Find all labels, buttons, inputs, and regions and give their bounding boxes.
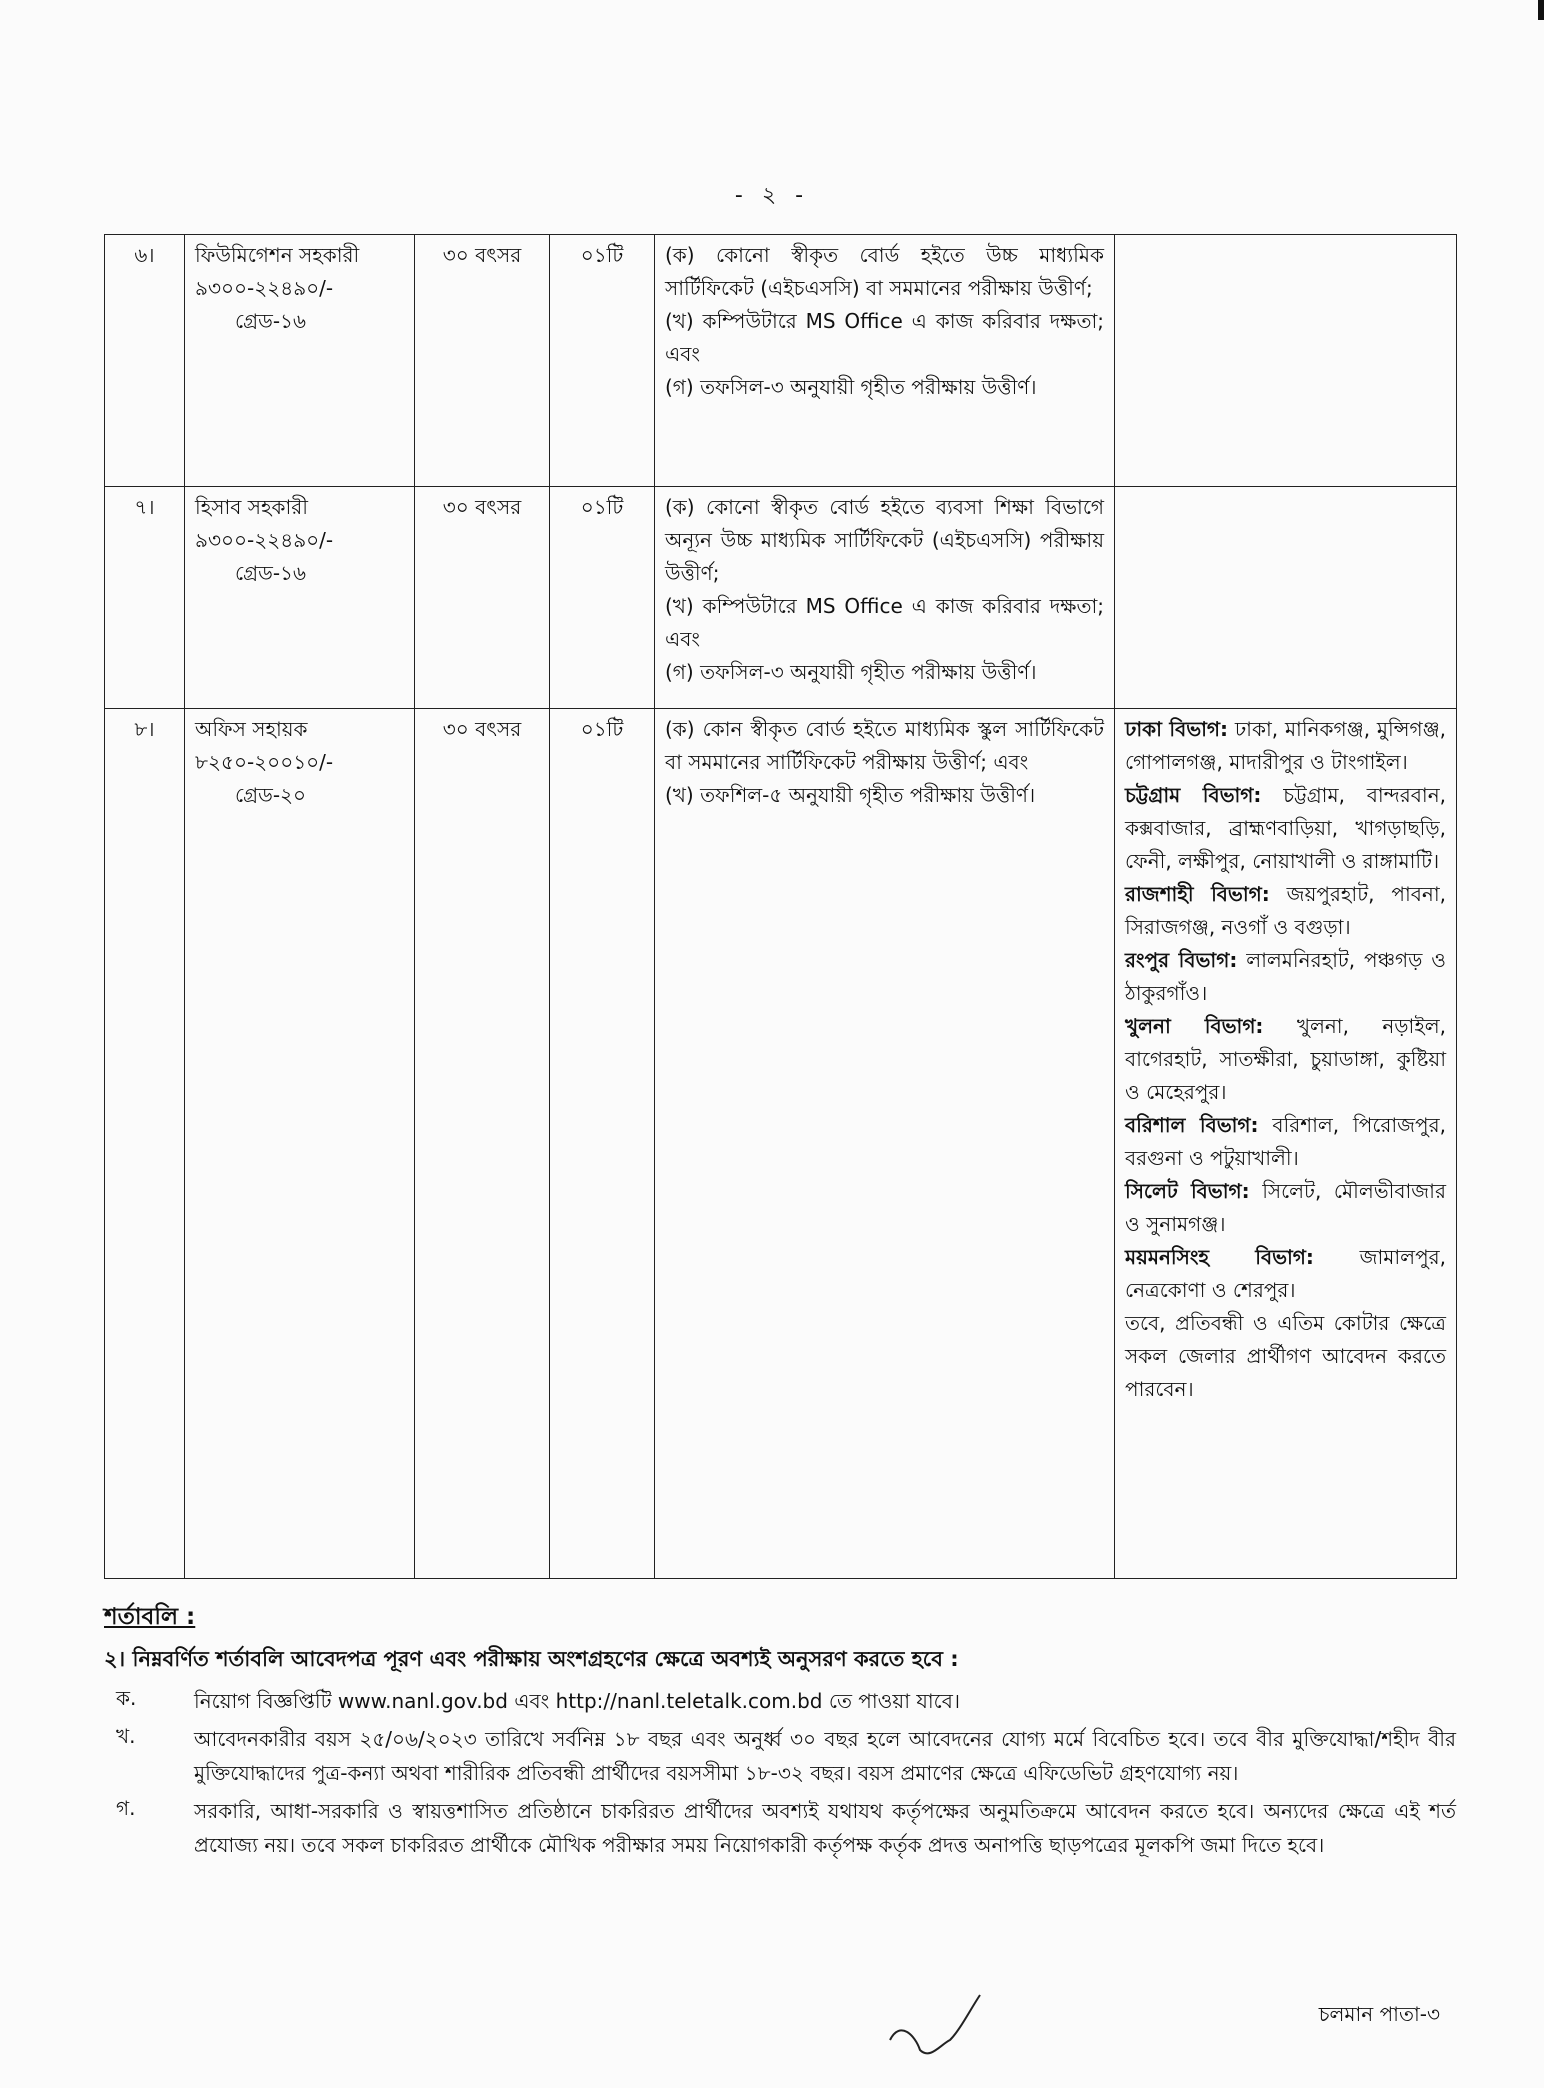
count-cell: ০১টি <box>550 709 655 1579</box>
grade: গ্রেড-২০ <box>235 783 307 807</box>
condition-text: নিয়োগ বিজ্ঞপ্তিটি www.nanl.gov.bd এবং http://nanl.teletalk.com.bd তে পাওয়া যাবে। <box>194 1689 960 1713</box>
district-list: লালমনিরহাট, পঞ্চগড় ও ঠাকুরগাঁও। <box>1125 948 1447 1005</box>
condition-text: সরকারি, আধা-সরকারি ও স্বায়ত্তশাসিত প্রতিষ্ঠানে চাকরিরত প্রার্থীদের অবশ্যই যথাযথ কর্তৃপক্ষের অনুমতিক্রমে আবেদন করতে হবে। অন্যদের ক্ষেত্রে এই শর্ত প্রযোজ্য নয়। তবে সকল চাকরিরত প্রার্থীকে মৌখিক পরীক্ষার সময় নিয়োগকারী কর্তৃপক্ষ কর্তৃক প্রদত্ত অনাপত্তি ছাড়পত্রের মূলকপি জমা দিতে হবে। <box>194 1799 1456 1857</box>
requirement-item: (ক) কোনো স্বীকৃত বোর্ড হইতে ব্যবসা শিক্ষা বিভাগে অন্যূন উচ্চ মাধ্যমিক সার্টিফিকেট (এইচএসসি) পরীক্ষায় উত্তীর্ণ; <box>665 495 1104 585</box>
district-list: সিলেট, মৌলভীবাজার ও সুনামগঞ্জ। <box>1125 1179 1446 1236</box>
condition-mark: গ. <box>116 1796 136 1820</box>
district-list: বরিশাল, পিরোজপুর, বরগুনা ও পটুয়াখালী। <box>1125 1113 1446 1170</box>
conditions-section <box>104 1598 1456 1866</box>
requirements-cell <box>655 235 1115 487</box>
requirements-cell <box>655 709 1115 1579</box>
pay-scale: ৯৩০০-২২৪৯০/- <box>195 276 334 300</box>
post-name: ফিউমিগেশন সহকারী <box>195 243 360 267</box>
condition-text: আবেদনকারীর বয়স ২৫/০৬/২০২৩ তারিখে সর্বনিম্ন ১৮ বছর এবং অনুর্ধ্ব ৩০ বছর হলে আবেদনের যোগ্য মর্মে বিবেচিত হবে। তবে বীর মুক্তিযোদ্ধা/শহীদ বীর মুক্তিযোদ্ধাদের পুত্র-কন্যা অথবা শারীরিক প্রতিবন্ধী প্রার্থীদের বয়সসীমা ১৮-৩২ বছর। বয়স প্রমাণের ক্ষেত্রে এফিডেভিট গ্রহণযোগ্য নয়। <box>194 1727 1456 1785</box>
pay-scale: ৮২৫০-২০০১০/- <box>195 750 334 774</box>
serial-cell: ৮। <box>105 709 185 1579</box>
district-list: জামালপুর, নেত্রকোণা ও শেরপুর। <box>1125 1245 1446 1302</box>
division-entry <box>1125 713 1446 779</box>
district-cell-empty <box>1115 235 1457 487</box>
quota-note: তবে, প্রতিবন্ধী ও এতিম কোটার ক্ষেত্রে সকল জেলার প্রার্থীগণ আবেদন করতে পারবেন। <box>1125 1311 1446 1401</box>
requirement-item: (ক) কোন স্বীকৃত বোর্ড হইতে মাধ্যমিক স্কুল সার্টিফিকেট বা সমমানের সার্টিফিকেট পরীক্ষায় উত্তীর্ণ; এবং <box>665 717 1104 774</box>
requirement-item: (খ) কম্পিউটারে MS Office এ কাজ করিবার দক্ষতা; এবং <box>665 594 1104 651</box>
serial-cell: ৬। <box>105 235 185 487</box>
division-entry <box>1125 944 1446 1010</box>
division-name: ঢাকা বিভাগ: <box>1125 717 1229 741</box>
scan-edge-mark <box>1538 0 1544 20</box>
post-cell <box>185 709 415 1579</box>
division-name: চট্টগ্রাম বিভাগ: <box>1125 783 1262 807</box>
table-row <box>105 709 1457 1579</box>
condition-mark: খ. <box>116 1724 136 1748</box>
condition-mark: ক. <box>116 1686 137 1710</box>
posts-table <box>104 234 1457 1579</box>
requirement-item: (গ) তফসিল-৩ অনুযায়ী গৃহীত পরীক্ষায় উত্তীর্ণ। <box>665 375 1037 399</box>
grade: গ্রেড-১৬ <box>235 561 307 585</box>
division-entry <box>1125 1175 1446 1241</box>
division-name: খুলনা বিভাগ: <box>1125 1014 1264 1038</box>
serial-cell: ৭। <box>105 487 185 709</box>
division-entry <box>1125 878 1446 944</box>
requirement-item: (খ) তফশিল-৫ অনুযায়ী গৃহীত পরীক্ষায় উত্তীর্ণ। <box>665 783 1036 807</box>
count-cell: ০১টি <box>550 487 655 709</box>
division-name: ময়মনসিংহ বিভাগ: <box>1125 1245 1314 1269</box>
post-name: অফিস সহায়ক <box>195 717 308 741</box>
count-cell: ০১টি <box>550 235 655 487</box>
age-cell: ৩০ বৎসর <box>415 235 550 487</box>
condition-item <box>104 1684 1456 1718</box>
table-row <box>105 235 1457 487</box>
condition-item <box>104 1722 1456 1790</box>
division-name: বরিশাল বিভাগ: <box>1125 1113 1259 1137</box>
requirement-item: (খ) কম্পিউটারে MS Office এ কাজ করিবার দক্ষতা; এবং <box>665 309 1104 366</box>
table-row <box>105 487 1457 709</box>
post-name: হিসাব সহকারী <box>195 495 308 519</box>
age-cell: ৩০ বৎসর <box>415 487 550 709</box>
signature-mark <box>880 1990 990 2070</box>
post-cell <box>185 487 415 709</box>
pay-scale: ৯৩০০-২২৪৯০/- <box>195 528 334 552</box>
division-name: রংপুর বিভাগ: <box>1125 948 1238 972</box>
district-list: ঢাকা, মানিকগঞ্জ, মুন্সিগঞ্জ, গোপালগঞ্জ, মাদারীপুর ও টাংগাইল। <box>1125 717 1447 774</box>
requirement-item: (গ) তফসিল-৩ অনুযায়ী গৃহীত পরীক্ষায় উত্তীর্ণ। <box>665 660 1037 684</box>
division-entry <box>1125 1109 1446 1175</box>
requirements-cell <box>655 487 1115 709</box>
grade: গ্রেড-১৬ <box>235 309 307 333</box>
division-entry <box>1125 779 1446 878</box>
requirement-item: (ক) কোনো স্বীকৃত বোর্ড হইতে উচ্চ মাধ্যমিক সার্টিফিকেট (এইচএসসি) বা সমমানের পরীক্ষায় উত্তীর্ণ; <box>665 243 1104 300</box>
district-list: চট্টগ্রাম, বান্দরবান, কক্সবাজার, ব্রাহ্মণবাড়িয়া, খাগড়াছড়ি, ফেনী, লক্ষীপুর, নোয়াখালী ও রাঙ্গামাটি। <box>1125 783 1446 873</box>
division-name: সিলেট বিভাগ: <box>1125 1179 1250 1203</box>
age-cell: ৩০ বৎসর <box>415 709 550 1579</box>
district-cell <box>1115 709 1457 1579</box>
division-name: রাজশাহী বিভাগ: <box>1125 882 1270 906</box>
division-entry <box>1125 1010 1446 1109</box>
page-number: - ২ - <box>734 183 810 208</box>
condition-item <box>104 1794 1456 1862</box>
district-list: জয়পুরহাট, পাবনা, সিরাজগঞ্জ, নওগাঁ ও বগুড়া। <box>1125 882 1447 939</box>
conditions-heading: শর্তাবলি : <box>104 1604 196 1630</box>
district-cell-empty <box>1115 487 1457 709</box>
post-cell <box>185 235 415 487</box>
continued-page-label: চলমান পাতা-৩ <box>1318 2002 1440 2026</box>
conditions-intro: ২। নিম্নবর্ণিত শর্তাবলি আবেদপত্র পূরণ এবং পরীক্ষায় অংশগ্রহণের ক্ষেত্রে অবশ্যই অনুসরণ করতে হবে : <box>104 1647 959 1671</box>
district-list: খুলনা, নড়াইল, বাগেরহাট, সাতক্ষীরা, চুয়াডাঙ্গা, কুষ্টিয়া ও মেহেরপুর। <box>1125 1014 1447 1104</box>
division-entry <box>1125 1241 1446 1307</box>
